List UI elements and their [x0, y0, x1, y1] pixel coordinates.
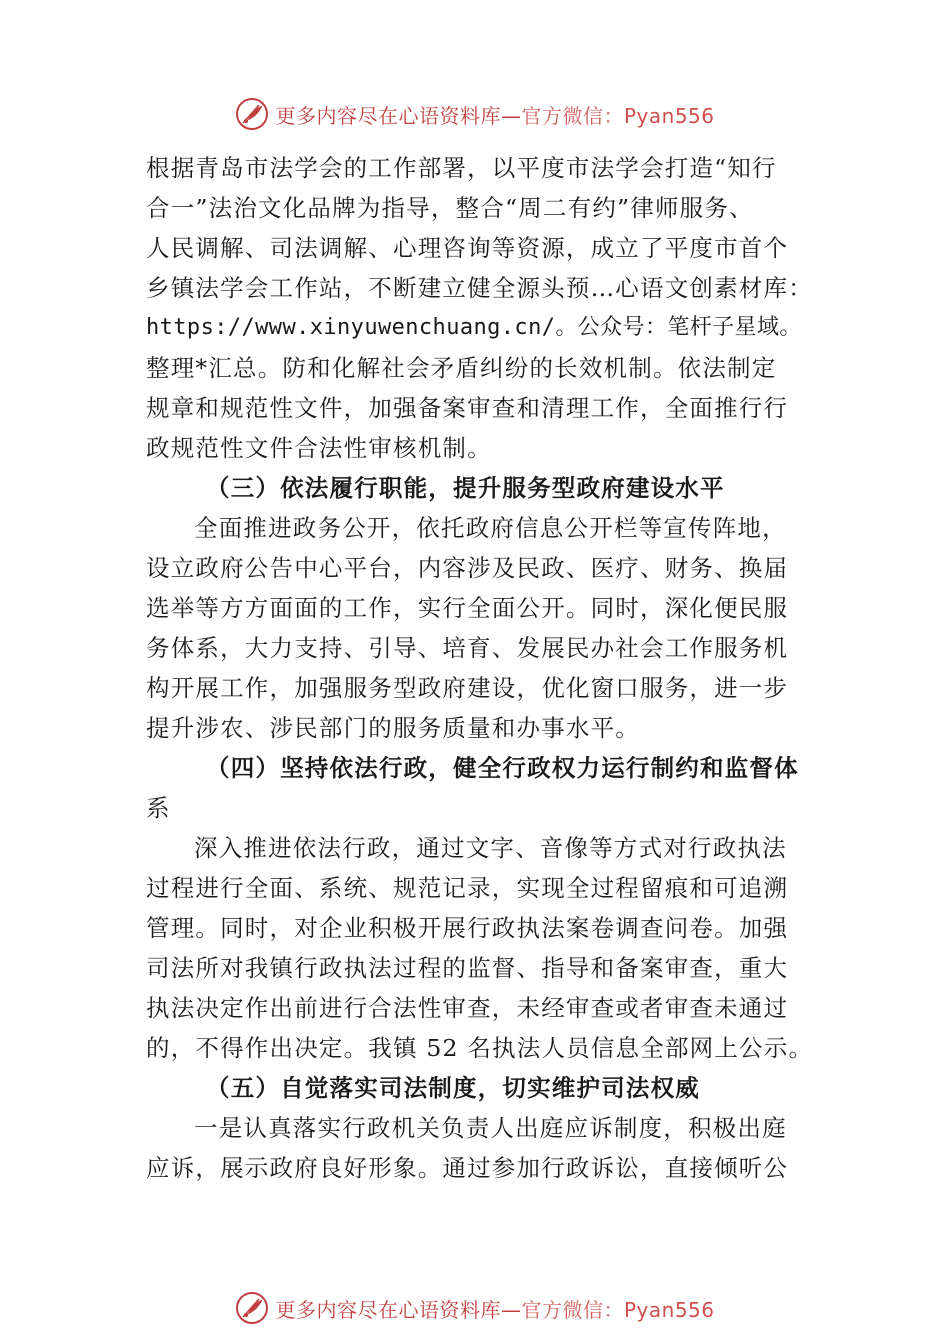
- paragraph-line: 合一”法治文化品牌为指导，整合“周二有约”律师服务、: [146, 194, 754, 222]
- paragraph-line: 管理。同时，对企业积极开展行政执法案卷调查问卷。加强: [146, 914, 789, 942]
- footer-watermark-banner: [0, 1286, 950, 1330]
- paragraph-line: 整理*汇总。防和化解社会矛盾纠纷的长效机制。依法制定: [146, 354, 777, 382]
- paragraph-line-url: https://www.xinyuwenchuang.cn/。公众号：笔杆子星域。: [146, 315, 802, 340]
- paragraph-line: 司法所对我镇行政执法过程的监督、指导和备案审查，重大: [146, 954, 789, 982]
- banner-wechat-label: 官方微信：: [521, 1297, 624, 1322]
- header-watermark-banner: [0, 92, 950, 136]
- paragraph-line: 规章和规范性文件，加强备案审查和清理工作，全面推行行: [146, 394, 789, 422]
- paragraph-line: 政规范性文件合法性审核机制。: [146, 434, 492, 462]
- paragraph-line: 乡镇法学会工作站，不断建立健全源头预…心语文创素材库：: [146, 274, 813, 302]
- paragraph-line: 深入推进依法行政，通过文字、音像等方式对行政执法: [194, 834, 787, 862]
- paragraph-line: 根据青岛市法学会的工作部署，以平度市法学会打造“知行: [146, 154, 777, 182]
- document-body: [146, 148, 814, 1188]
- paragraph-line: 全面推进政务公开，依托政府信息公开栏等宣传阵地，: [194, 514, 787, 542]
- paragraph-line: 过程进行全面、系统、规范记录，实现全过程留痕和可追溯: [146, 874, 789, 902]
- banner-wechat-id: Pyan556: [623, 1297, 715, 1322]
- section-heading-5: （五）自觉落实司法制度，切实维护司法权威: [206, 1074, 700, 1102]
- banner-separator: —: [500, 1297, 522, 1322]
- banner-text: [275, 1294, 714, 1323]
- paragraph-line: 选举等方方面面的工作，实行全面公开。同时，深化便民服: [146, 594, 789, 622]
- banner-wechat-id: Pyan556: [623, 103, 715, 128]
- quill-logo-icon: [235, 97, 269, 131]
- section-heading-4: （四）坚持依法行政，健全行政权力运行制约和监督体: [206, 754, 799, 782]
- paragraph-line: 执法决定作出前进行合法性审查，未经审查或者审查未通过: [146, 994, 789, 1022]
- paragraph-line: 应诉，展示政府良好形象。通过参加行政诉讼，直接倾听公: [146, 1154, 789, 1182]
- paragraph-line: 一是认真落实行政机关负责人出庭应诉制度，积极出庭: [194, 1114, 787, 1142]
- banner-separator: —: [500, 103, 522, 128]
- banner-library-text: 更多内容尽在心语资料库: [275, 103, 501, 128]
- paragraph-line: 提升涉农、涉民部门的服务质量和办事水平。: [146, 714, 640, 742]
- paragraph-line: 构开展工作，加强服务型政府建设，优化窗口服务，进一步: [146, 674, 789, 702]
- paragraph-line: 的，不得作出决定。我镇 52 名执法人员信息全部网上公示。: [146, 1034, 814, 1062]
- quill-logo-icon: [235, 1291, 269, 1325]
- banner-library-text: 更多内容尽在心语资料库: [275, 1297, 501, 1322]
- section-heading-3: （三）依法履行职能，提升服务型政府建设水平: [206, 474, 725, 502]
- paragraph-line: 人民调解、司法调解、心理咨询等资源，成立了平度市首个: [146, 234, 789, 262]
- section-heading-4-wrap: 系: [146, 794, 171, 822]
- paragraph-line: 设立政府公告中心平台，内容涉及民政、医疗、财务、换届: [146, 554, 789, 582]
- banner-wechat-label: 官方微信：: [521, 103, 624, 128]
- banner-text: [275, 100, 714, 129]
- paragraph-line: 务体系，大力支持、引导、培育、发展民办社会工作服务机: [146, 634, 789, 662]
